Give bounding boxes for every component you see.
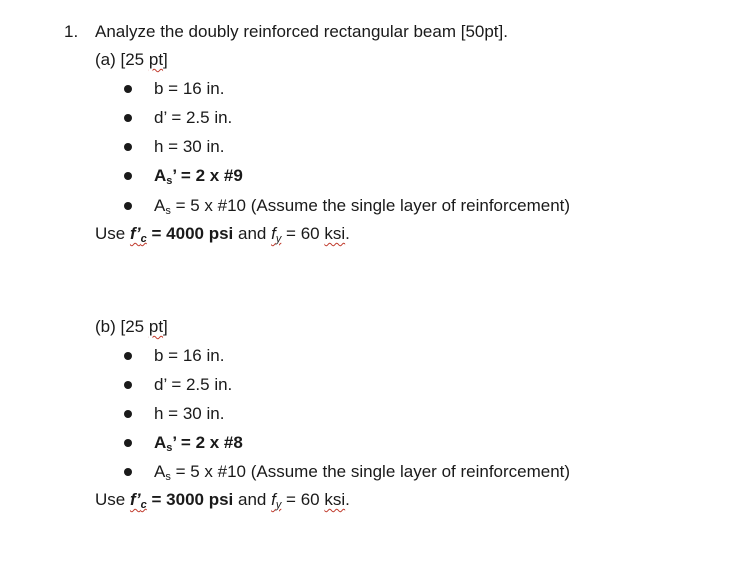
part-a-item-h: h = 30 in. xyxy=(154,137,225,156)
bullet-icon xyxy=(124,143,132,151)
part-a-item-d-prime: d’ = 2.5 in. xyxy=(154,108,233,127)
part-b-material-properties: Use $f’_c = 3000$ psi and $f_y = 60$ ksi. xyxy=(95,490,350,511)
question-title: Analyze the doubly reinforced rectangular beam [50pt]. xyxy=(95,22,508,41)
bullet-icon xyxy=(124,439,132,447)
part-a-label: (a) [25 pt] xyxy=(95,50,168,69)
bullet-icon xyxy=(124,410,132,418)
bullet-icon xyxy=(124,352,132,360)
part-b-item-h: h = 30 in. xyxy=(154,404,225,423)
part-b-item-d-prime: d’ = 2.5 in. xyxy=(154,375,233,394)
bullet-icon xyxy=(124,172,132,180)
part-a-material-properties: Use $f’_c = 4000$ psi and $f_y = 60$ ksi. xyxy=(95,224,350,245)
part-b-label: (b) [25 pt] xyxy=(95,317,168,336)
bullet-icon xyxy=(124,381,132,389)
part-a-item-as: $A_s = 5$ x #10 (Assume the single layer of reinforcement) xyxy=(154,196,571,217)
part-a-item-b: b = 16 in. xyxy=(154,79,225,98)
question-number: 1. xyxy=(64,22,79,41)
bullet-icon xyxy=(124,85,132,93)
part-b-item-b: b = 16 in. xyxy=(154,346,225,365)
part-b-item-as-prime: $A_s$’ = 2 x #8 xyxy=(154,433,243,454)
bullet-icon xyxy=(124,114,132,122)
part-b-item-as: $A_s = 5$ x #10 (Assume the single layer of reinforcement) xyxy=(154,462,571,483)
part-a-item-as-prime: $A_s$’ = 2 x #9 xyxy=(154,166,243,187)
bullet-icon xyxy=(124,468,132,476)
bullet-icon xyxy=(124,202,132,210)
